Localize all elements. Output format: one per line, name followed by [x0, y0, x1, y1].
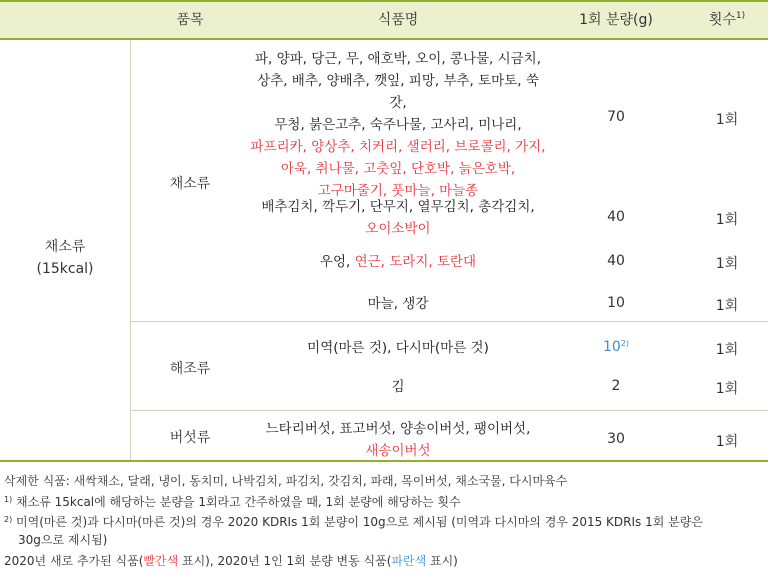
divider-group [130, 40, 131, 460]
times-value: 1회 [715, 256, 739, 272]
food-text: 마늘, 생강 [367, 296, 429, 312]
divider-seaweed-mushrooms [130, 410, 768, 411]
table-row [250, 293, 546, 315]
legend-blue: 파란색 [391, 554, 427, 568]
food-text: 김 [391, 379, 405, 395]
table-row [250, 337, 546, 359]
footnote-2 [4, 513, 764, 531]
table-row [250, 251, 546, 273]
group-cell [0, 236, 130, 280]
food-line-added: 파프리카, 양상추, 치커리, 샐러리, 브로콜리, 가지, [250, 139, 546, 155]
food-text: 우엉, [319, 254, 355, 270]
subgroup-vegetables: 채소류 [169, 176, 211, 192]
food-line-added: 오이소박이 [365, 221, 431, 237]
times-value: 1회 [715, 298, 739, 314]
food-line: 느타리버섯, 표고버섯, 양송이버섯, 팽이버섯, [265, 421, 531, 437]
food-line: 무청, 붉은고추, 숙주나물, 고사리, 미나리, [274, 117, 522, 133]
serving-value: 10 [607, 295, 625, 311]
legend-red: 빨간색 [143, 554, 179, 568]
serving-value-changed [546, 339, 686, 355]
header-times [686, 2, 768, 38]
food-line: 상추, 배추, 양배추, 깻잎, 피망, 부추, 토마토, 쑥갓, [257, 73, 539, 111]
table-row [250, 196, 546, 240]
food-text-added: 연근, 도라지, 토란대 [354, 254, 477, 270]
food-line-added: 고구마줄기, 풋마늘, 마늘종 [317, 183, 479, 199]
header-food-name: 식품명 [377, 12, 419, 28]
header-times-label: 횟수 [708, 12, 736, 28]
footnote-2-marker: 2) [4, 515, 13, 524]
serving-value: 40 [607, 209, 625, 225]
footnote-1 [4, 493, 764, 511]
table-header [0, 0, 768, 40]
serving-number: 10 [602, 339, 621, 355]
legend-text-c: 표시) [426, 554, 458, 568]
table-bottom-rule [0, 460, 768, 462]
times-value: 1회 [715, 342, 739, 358]
times-value: 1회 [715, 112, 739, 128]
times-value: 1회 [715, 434, 739, 450]
table-row [250, 418, 546, 462]
header-serving: 1회 분량(g) [579, 12, 653, 28]
footnote-2-text: 미역(마른 것)과 다시마(마른 것)의 경우 2020 KDRIs 1회 분량이 10g으로 제시됨 (미역과 다시마의 경우 2015 KDRIs 1회 분량은 [16, 515, 703, 529]
times-value: 1회 [715, 381, 739, 397]
legend-text-b: 표시), 2020년 1인 1회 분량 변동 식품( [178, 554, 392, 568]
serving-value: 40 [607, 253, 625, 269]
serving-value: 70 [607, 109, 625, 125]
food-line: 배추김치, 깍두기, 단무지, 열무김치, 총각김치, [261, 199, 535, 215]
footnote-2-cont: 30g으로 제시됨) [18, 533, 108, 547]
food-line-added: 아욱, 취나물, 고춧잎, 단호박, 늙은호박, [280, 161, 516, 177]
legend-text-a: 2020년 새로 추가된 식품( [4, 554, 144, 568]
removed-foods-note: 삭제한 식품: 새싹채소, 달래, 냉이, 동치미, 나박김치, 파김치, 갓김치, 파래, 목이버섯, 채소국물, 다시마육수 [4, 474, 568, 488]
subgroup-mushrooms: 버섯류 [169, 430, 211, 446]
footnote-1-marker: 1) [4, 495, 13, 504]
table-row [250, 48, 546, 202]
group-kcal: (15kcal) [36, 261, 94, 277]
serving-value: 2 [611, 378, 621, 394]
food-line: 파, 양파, 당근, 무, 애호박, 오이, 콩나물, 시금치, [254, 51, 542, 67]
subgroup-seaweed: 해조류 [169, 361, 211, 377]
table-row [250, 376, 546, 398]
legend-note [4, 552, 764, 570]
food-line-added: 새송이버섯 [365, 443, 431, 459]
divider-vegetables-seaweed [130, 321, 768, 322]
food-text: 미역(마른 것), 다시마(마른 것) [307, 340, 489, 356]
serving-footnote: 2) [620, 339, 630, 348]
footnote-1-text: 채소류 15kcal에 해당하는 분량을 1회라고 간주하였을 때, 1회 분량에 해당하는 횟수 [16, 495, 461, 509]
header-category: 품목 [176, 12, 204, 28]
times-value: 1회 [715, 212, 739, 228]
footnotes [4, 472, 764, 570]
serving-value: 30 [607, 431, 625, 447]
group-name: 채소류 [44, 239, 86, 255]
header-times-footnote: 1) [735, 11, 746, 21]
